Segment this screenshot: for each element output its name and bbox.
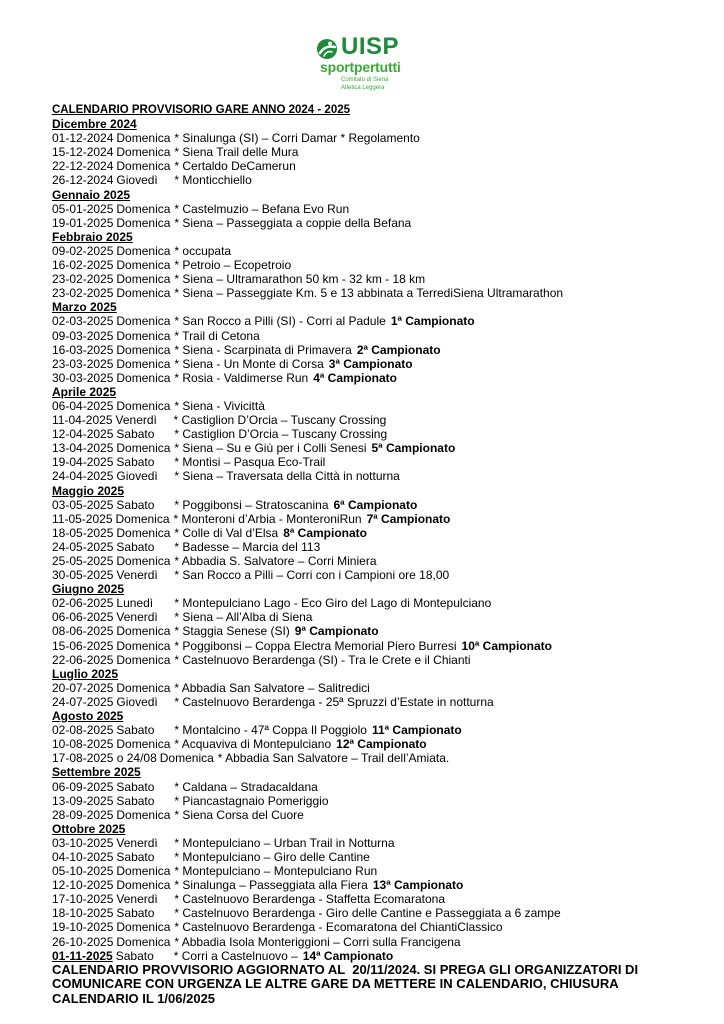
event-date: 24-04-2025 (52, 469, 114, 484)
event-date: 09-03-2025 (52, 328, 114, 343)
event-day: Sabato (115, 948, 154, 963)
event-date: 03-05-2025 (52, 497, 114, 512)
championship-label: 5ª Campionato (371, 441, 456, 456)
event-description: * Siena – Passeggiata a coppie della Befana (174, 215, 412, 230)
event-description: * Petroio – Ecopetroio (174, 258, 292, 273)
logo-committee: Comitato di Siena (341, 77, 389, 83)
event-day: Domenica (116, 243, 171, 258)
event-description: * Piancastagnaio Pomeriggio (174, 793, 329, 808)
event-description: * occupata (174, 243, 232, 258)
event-row (52, 596, 712, 610)
championship-label: 14ª Campionato (302, 948, 394, 963)
event-description: * Castelnuovo Berardenga - Giro delle Cantine e Passeggiata a 6 zampe (174, 906, 561, 921)
event-day: Venerdì (115, 413, 157, 428)
page-title: CALENDARIO PROVVISORIO GARE ANNO 2024 - 2025 (52, 104, 351, 116)
event-day: Venerdì (116, 892, 158, 907)
event-description: * Poggibonsi – Coppa Electra Memorial Piero Burresi (174, 638, 457, 653)
event-row (52, 371, 712, 385)
event-row (52, 131, 712, 145)
event-date: 06-09-2025 (52, 779, 114, 794)
event-description: * Siena - Un Monte di Corsa (174, 356, 324, 371)
event-date: 17-10-2025 (52, 892, 114, 907)
event-row (52, 639, 712, 653)
month-heading: Gennaio 2025 (52, 187, 131, 202)
event-row (52, 343, 712, 357)
event-day: Domenica (115, 511, 170, 526)
event-row (52, 737, 712, 751)
event-date: 04-10-2025 (52, 849, 114, 864)
championship-label: 2ª Campionato (356, 342, 441, 357)
event-row (52, 610, 712, 624)
championship-label: 13ª Campionato (372, 878, 464, 893)
event-date: 16-03-2025 (52, 342, 114, 357)
event-day: Domenica (116, 328, 171, 343)
championship-label: 7ª Campionato (366, 511, 451, 526)
event-day: Domenica (116, 441, 171, 456)
event-description: * Siena – Traversata della Città in notturna (174, 469, 400, 484)
calendar-list (52, 117, 712, 963)
championship-label: 11ª Campionato (371, 723, 462, 738)
event-day: Sabato (116, 849, 155, 864)
event-description: * Castiglion D’Orcia – Tuscany Crossing (174, 427, 388, 442)
event-day: Domenica (116, 554, 171, 568)
event-row (52, 441, 712, 455)
event-row (52, 145, 712, 159)
event-date: 02-03-2025 (52, 314, 114, 329)
event-description: * Castelnuovo Berardenga - 25ª Spruzzi d’Estate in notturna (174, 694, 494, 709)
month-heading: Luglio 2025 (52, 666, 119, 681)
logo-discipline: Atletica Leggera (341, 85, 385, 91)
event-description: * Trail di Cetona (174, 328, 260, 343)
event-row (52, 892, 712, 906)
event-row (52, 554, 712, 568)
event-date: 18-10-2025 (52, 906, 114, 921)
event-date: 06-04-2025 (52, 398, 114, 413)
event-date: 08-06-2025 (52, 624, 114, 639)
event-row (52, 540, 712, 554)
event-day: Lunedì (116, 596, 154, 611)
event-description: * Sinalunga – Passeggiata alla Fiera (174, 878, 368, 893)
event-date: 22-06-2025 (52, 652, 114, 667)
event-row (52, 836, 712, 850)
event-description: * Abbadia S. Salvatore – Corri Miniera (174, 554, 377, 568)
event-date: 30-03-2025 (52, 370, 114, 385)
event-date: 15-12-2024 (52, 145, 114, 160)
event-date: 02-08-2025 (52, 723, 114, 738)
month-heading: Maggio 2025 (52, 483, 125, 498)
event-day: Domenica (116, 159, 171, 174)
event-row (52, 159, 712, 173)
event-row (52, 723, 712, 737)
event-date: 18-05-2025 (52, 525, 114, 540)
event-date: 23-02-2025 (52, 272, 114, 287)
event-date: 06-06-2025 (52, 610, 114, 625)
event-date: 16-02-2025 (52, 258, 114, 273)
championship-label: 4ª Campionato (313, 370, 398, 385)
event-description: * Siena – Ultramarathon 50 km - 32 km - 18 km (174, 272, 426, 287)
event-day: Domenica (116, 652, 171, 667)
month-heading: Marzo 2025 (52, 300, 117, 315)
event-day: Domenica (159, 751, 214, 766)
event-date: 22-12-2024 (52, 159, 114, 174)
event-description: * Castelnuovo Berardenga - Ecomaratona del ChiantiClassico (174, 920, 503, 935)
event-day: Venerdì (116, 568, 158, 583)
month-heading: Aprile 2025 (52, 384, 117, 399)
notice-line: CALENDARIO IL 1/06/2025 (52, 990, 216, 1006)
event-description: * Montisi – Pasqua Eco-Trail (174, 455, 326, 470)
event-description: * Monteroni d’Arbia - MonteroniRun (173, 511, 362, 526)
championship-label: 1ª Campionato (390, 314, 475, 329)
event-day: Sabato (116, 497, 155, 512)
event-day: Domenica (116, 807, 171, 822)
event-day: Domenica (116, 398, 171, 413)
notice-line: COMUNICARE CON URGENZA LE ALTRE GARE DA METTERE IN CALENDARIO, CHIUSURA (52, 976, 619, 992)
event-day: Sabato (116, 723, 155, 738)
month-heading: Dicembre 2024 (52, 117, 137, 132)
event-date: 23-02-2025 (52, 286, 114, 301)
event-day: Domenica (116, 624, 171, 639)
event-date: 26-10-2025 (52, 934, 114, 949)
event-day: Domenica (116, 145, 171, 160)
event-row (52, 751, 712, 765)
event-date: 13-04-2025 (52, 441, 114, 456)
logo-tagline: sportpertutti (320, 59, 401, 75)
event-date: 11-05-2025 (52, 511, 113, 526)
event-row (52, 286, 712, 300)
event-day: Domenica (116, 314, 171, 329)
event-description: * Abbadia San Salvatore – Salitredici (174, 680, 370, 695)
event-description: * Sinalunga (SI) – Corri Damar * Regolamento (174, 131, 420, 146)
event-row (52, 512, 712, 526)
event-description: * Colle di Val d’Elsa (174, 525, 279, 540)
event-row (52, 808, 712, 822)
event-description: * Montepulciano Lago - Eco Giro del Lago di Montepulciano (174, 596, 492, 611)
event-row (52, 357, 712, 371)
event-description: * Siena – All’Alba di Siena (174, 610, 313, 625)
event-description: * Montepulciano – Montepulciano Run (174, 864, 378, 879)
event-description: * Siena Trail delle Mura (174, 145, 299, 160)
uisp-logo-icon (316, 38, 340, 60)
event-row (52, 526, 712, 540)
event-date: 10-08-2025 (52, 737, 114, 752)
month-heading: Febbraio 2025 (52, 229, 133, 244)
event-date: 11-04-2025 (52, 413, 113, 428)
event-description: * Abbadia Isola Monteriggioni – Corri sulla Francigena (174, 934, 461, 949)
event-description: * San Rocco a Pilli (SI) - Corri al Padule (174, 314, 386, 329)
event-row (52, 949, 712, 963)
event-description: * Siena - Scarpinata di Primavera (174, 342, 352, 357)
event-description: * Siena - Vivicittà (174, 398, 265, 413)
event-day: Domenica (116, 356, 171, 371)
event-date: 12-10-2025 (52, 878, 114, 893)
event-row (52, 864, 712, 878)
event-description: * Rosia - Valdimerse Run (174, 370, 309, 385)
event-day: Domenica (116, 525, 171, 540)
event-description: * Staggia Senese (SI) (174, 624, 290, 639)
event-date: 30-05-2025 (52, 568, 114, 583)
event-row (52, 455, 712, 469)
event-date: 05-01-2025 (52, 201, 114, 216)
event-row (52, 695, 712, 709)
event-day: Sabato (116, 779, 155, 794)
event-date: 20-07-2025 (52, 680, 114, 695)
event-row (52, 906, 712, 920)
event-description: * Poggibonsi – Stratoscanina (174, 497, 329, 512)
championship-label: 3ª Campionato (328, 356, 413, 371)
event-description: * Caldana – Stradacaldana (174, 779, 318, 794)
event-row (52, 780, 712, 794)
event-date: 24-05-2025 (52, 539, 114, 554)
event-date: 24-07-2025 (52, 694, 114, 709)
event-description: * Badesse – Marcia del 113 (174, 539, 321, 554)
event-date: 28-09-2025 (52, 807, 114, 822)
event-date: 19-01-2025 (52, 215, 114, 230)
event-description: * Castelmuzio – Befana Evo Run (174, 201, 350, 216)
event-day: Domenica (116, 272, 171, 287)
event-description: * Siena Corsa del Cuore (174, 807, 304, 822)
month-heading: Agosto 2025 (52, 709, 124, 724)
event-date: 01-11-2025 (52, 948, 113, 963)
championship-label: 12ª Campionato (336, 737, 427, 752)
event-description: * Certaldo DeCamerun (174, 159, 296, 174)
event-row (52, 498, 712, 512)
event-description: * Siena – Su e Giù per i Colli Senesi (174, 441, 367, 456)
event-row (52, 794, 712, 808)
event-row (52, 244, 712, 258)
event-day: Sabato (116, 427, 155, 442)
event-day: Domenica (116, 286, 171, 301)
event-date: 12-04-2025 (52, 427, 114, 442)
event-row (52, 173, 712, 187)
event-row (52, 258, 712, 272)
event-row (52, 850, 712, 864)
event-description: * Siena – Passeggiate Km. 5 e 13 abbinata a TerrediSiena Ultramarathon (174, 286, 564, 301)
event-date: 05-10-2025 (52, 864, 114, 879)
uisp-logo (314, 34, 414, 98)
event-row (52, 427, 712, 441)
event-description: * Monticchiello (174, 173, 252, 188)
event-day: Domenica (116, 934, 171, 949)
event-row (52, 202, 712, 216)
event-row (52, 624, 712, 638)
event-day: Sabato (116, 906, 155, 921)
event-day: Domenica (116, 258, 171, 273)
event-row (52, 399, 712, 413)
event-description: * Abbadia San Salvatore – Trail dell’Amiata. (217, 751, 450, 766)
event-day: Domenica (116, 131, 171, 146)
notice-line: CALENDARIO PROVVISORIO AGGIORNATO AL 20/11/2024. SI PREGA GLI ORGANIZZATORI DI (52, 961, 639, 977)
logo-brand-text: UISP (341, 33, 400, 60)
event-date: 09-02-2025 (52, 243, 114, 258)
event-day: Domenica (116, 737, 171, 752)
event-description: * San Rocco a Pilli – Corri con i Campioni ore 18,00 (174, 568, 450, 583)
event-day: Domenica (116, 342, 171, 357)
championship-label: 9ª Campionato (294, 624, 379, 639)
event-day: Sabato (116, 793, 155, 808)
event-row (52, 568, 712, 582)
event-row (52, 413, 712, 427)
event-day: Domenica (116, 215, 171, 230)
event-date: 19-04-2025 (52, 455, 114, 470)
event-row (52, 935, 712, 949)
calendar-document (52, 103, 712, 1007)
event-day: Domenica (116, 370, 171, 385)
event-row (52, 216, 712, 230)
event-date: 03-10-2025 (52, 835, 114, 850)
event-row (52, 329, 712, 343)
event-description: * Acquaviva di Montepulciano (174, 737, 332, 752)
event-row (52, 920, 712, 934)
month-heading: Settembre 2025 (52, 765, 141, 780)
event-day: Giovedì (116, 694, 158, 709)
championship-label: 6ª Campionato (333, 497, 418, 512)
event-date: 23-03-2025 (52, 356, 114, 371)
event-date: 25-05-2025 (52, 554, 114, 568)
event-day: Venerdì (116, 610, 158, 625)
event-day: Domenica (116, 878, 171, 893)
event-date: 01-12-2024 (52, 131, 114, 146)
event-row (52, 878, 712, 892)
event-day: Domenica (116, 638, 171, 653)
championship-label: 8ª Campionato (283, 525, 368, 540)
event-row (52, 681, 712, 695)
event-date: 13-09-2025 (52, 793, 114, 808)
event-date: 15-06-2025 (52, 638, 114, 653)
month-heading: Giugno 2025 (52, 582, 125, 597)
event-description: * Corri a Castelnuovo – (173, 948, 298, 963)
event-day: Sabato (116, 539, 155, 554)
event-date: 02-06-2025 (52, 596, 114, 611)
event-description: * Montepulciano – Urban Trail in Notturna (174, 835, 395, 850)
event-day: Giovedì (116, 469, 158, 484)
month-heading: Ottobre 2025 (52, 821, 126, 836)
event-row (52, 272, 712, 286)
event-day: Venerdì (116, 835, 158, 850)
event-date: 17-08-2025 o 24/08 (52, 751, 157, 766)
event-date: 26-12-2024 (52, 173, 114, 188)
event-day: Giovedì (116, 173, 158, 188)
event-description: * Castelnuovo Berardenga - Staffetta Ecomaratona (174, 892, 445, 907)
event-description: * Castelnuovo Berardenga (SI) - Tra le Crete e il Chianti (174, 652, 471, 667)
event-date: 19-10-2025 (52, 920, 114, 935)
event-day: Domenica (116, 201, 171, 216)
championship-label: 10ª Campionato (461, 638, 552, 653)
event-day: Sabato (116, 455, 155, 470)
event-description: * Castiglion D’Orcia – Tuscany Crossing (173, 413, 387, 428)
event-description: * Montepulciano – Giro delle Cantine (174, 849, 370, 864)
event-description: * Montalcino - 47ª Coppa Il Poggiolo (174, 723, 367, 738)
event-row (52, 653, 712, 667)
event-row (52, 469, 712, 483)
event-day: Domenica (116, 920, 171, 935)
event-day: Domenica (116, 680, 171, 695)
event-day: Domenica (116, 864, 171, 879)
event-row (52, 314, 712, 328)
